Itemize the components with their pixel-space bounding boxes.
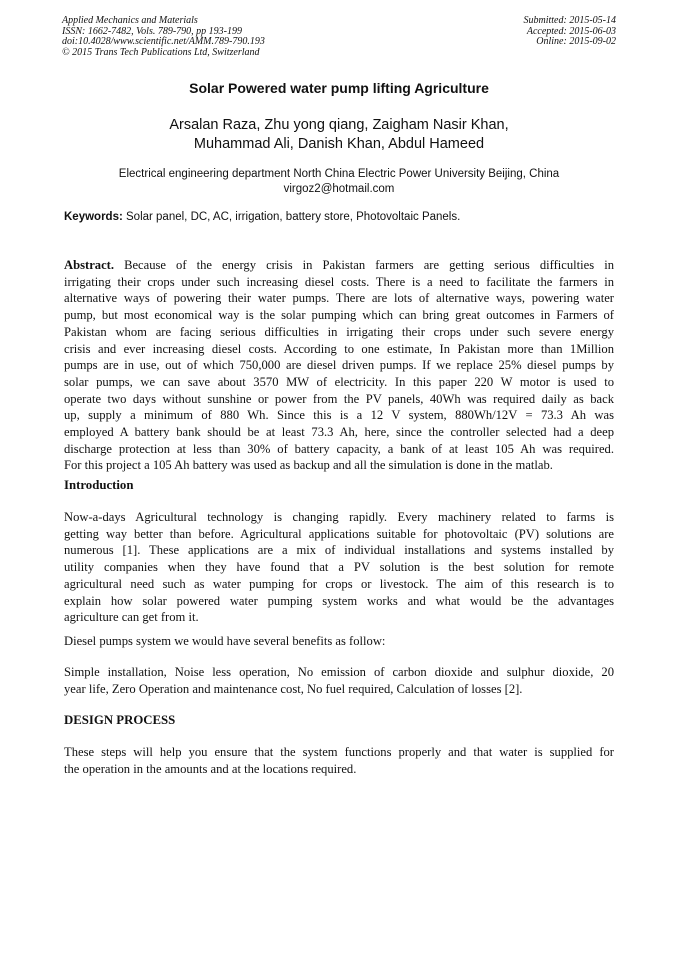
paragraph-line: These steps will help you ensure that the system functions properly and that water is supplied for: [64, 745, 614, 759]
paragraph-line: Simple installation, Noise less operation, No emission of carbon dioxide and sulphur dioxide, 20: [64, 665, 614, 679]
abstract-line: For this project a 105 Ah battery was used as backup and all the simulation is done in the matlab.: [64, 458, 553, 473]
author-email: virgoz2@hotmail.com: [283, 182, 395, 195]
author-line: Muhammad Ali, Danish Khan, Abdul Hameed: [193, 136, 485, 152]
design-process-paragraph: [64, 744, 614, 777]
abstract-line: solar pumps, we can save about 3570 MW of electricity. In this paper 220 W motor is used to: [64, 374, 614, 389]
abstract-line: up, supply a minimum of 880 Wh. Since this is a 12 V system, 880Wh/12V = 73.3 Ah was: [64, 408, 614, 423]
keywords-label: Keywords:: [64, 211, 123, 223]
abstract: [64, 257, 614, 474]
online-date: Online: 2015-09-02: [536, 36, 616, 47]
abstract-line: irrigating their crops under such increasing diesel costs. There is a need to facilitate the farmers in: [64, 274, 614, 289]
paragraph-line: utility companies when they have found that a PV solution is the best solution for remote: [64, 560, 614, 575]
paragraph-line: getting way better than before. Agricultural applications suitable for photovoltaic (PV) solutions are: [64, 526, 614, 541]
paragraph-line: year life, Zero Operation and maintenance cost, No fuel required, Calculation of losses [2].: [64, 681, 523, 696]
author-list: [0, 116, 678, 154]
keywords-text: Solar panel, DC, AC, irrigation, battery store, Photovoltaic Panels.: [126, 211, 461, 223]
journal-copyright: © 2015 Trans Tech Publications Ltd, Switzerland: [62, 46, 260, 58]
journal-doi: doi:10.4028/www.scientific.net/AMM.789-790.193: [62, 36, 265, 47]
accepted-date: Accepted: 2015-06-03: [526, 25, 616, 37]
introduction-paragraph: [64, 509, 614, 626]
journal-issn: ISSN: 1662-7482, Vols. 789-790, pp 193-199: [62, 25, 242, 37]
abstract-line: alternative ways of powering their water pumps. There are lots of alternative ways, powering water: [64, 291, 614, 306]
benefits-intro: [64, 633, 614, 650]
paragraph-line: Now-a-days Agricultural technology is changing rapidly. Every machinery related to farms is: [64, 510, 614, 524]
abstract-line: Pakistan whom are facing serious difficulties in irrigating their crops under such severe energy: [64, 324, 614, 339]
benefits-list: [64, 664, 614, 697]
paragraph-line: explain how solar powered water pumping system works and what would be the advantages: [64, 593, 614, 608]
introduction-heading: Introduction: [64, 478, 134, 492]
paper-title: Solar Powered water pump lifting Agriculture: [189, 80, 489, 96]
journal-info: [62, 16, 265, 58]
paragraph-line: the operation in the amounts and at the locations required.: [64, 761, 357, 776]
submission-dates: [524, 16, 617, 48]
paragraph-line: agricultural need such as water pumping for crops or livestock. The aim of this research is to: [64, 576, 614, 591]
affiliation-department: Electrical engineering department North China Electric Power University Beijing, China: [118, 168, 560, 180]
abstract-line: employed A battery bank should be at least 73.3 Ah, here, since the controller selected had a deep: [64, 425, 614, 440]
abstract-line: pumps are in use, out of which 750,000 are diesel driven pumps. If we replace 25% diesel pumps by: [64, 358, 614, 373]
affiliation: [0, 167, 678, 196]
author-line: Arsalan Raza, Zhu yong qiang, Zaigham Nasir Khan,: [169, 117, 509, 133]
submitted-date: Submitted: 2015-05-14: [523, 15, 616, 26]
keywords: [64, 211, 460, 223]
abstract-line: [64, 257, 614, 274]
abstract-line: pump, but most economical way is the solar pumping which can bring great outcomes in Farmers of: [64, 308, 614, 323]
paragraph-line: numerous [1]. These applications are a mix of individual installations and systems installed by: [64, 543, 614, 558]
abstract-text: Because of the energy crisis in Pakistan farmers are getting serious difficulties in: [124, 258, 614, 272]
abstract-line: discharge protection at less than 30% of battery capacity, a bank of at least 105 Ah was required.: [64, 441, 614, 456]
journal-name: Applied Mechanics and Materials: [62, 15, 198, 26]
abstract-label: Abstract.: [64, 258, 115, 272]
abstract-line: operate two days without sunshine or power from the PV panels, 40Wh was required daily as back: [64, 391, 614, 406]
design-process-heading: DESIGN PROCESS: [64, 713, 176, 727]
paragraph-line: Diesel pumps system we would have several benefits as follow:: [64, 634, 386, 648]
paragraph-line: agriculture can get from it.: [64, 610, 199, 625]
abstract-line: crisis and ever increasing diesel costs. According to one estimate, In Pakistan more than 1Million: [64, 341, 614, 356]
